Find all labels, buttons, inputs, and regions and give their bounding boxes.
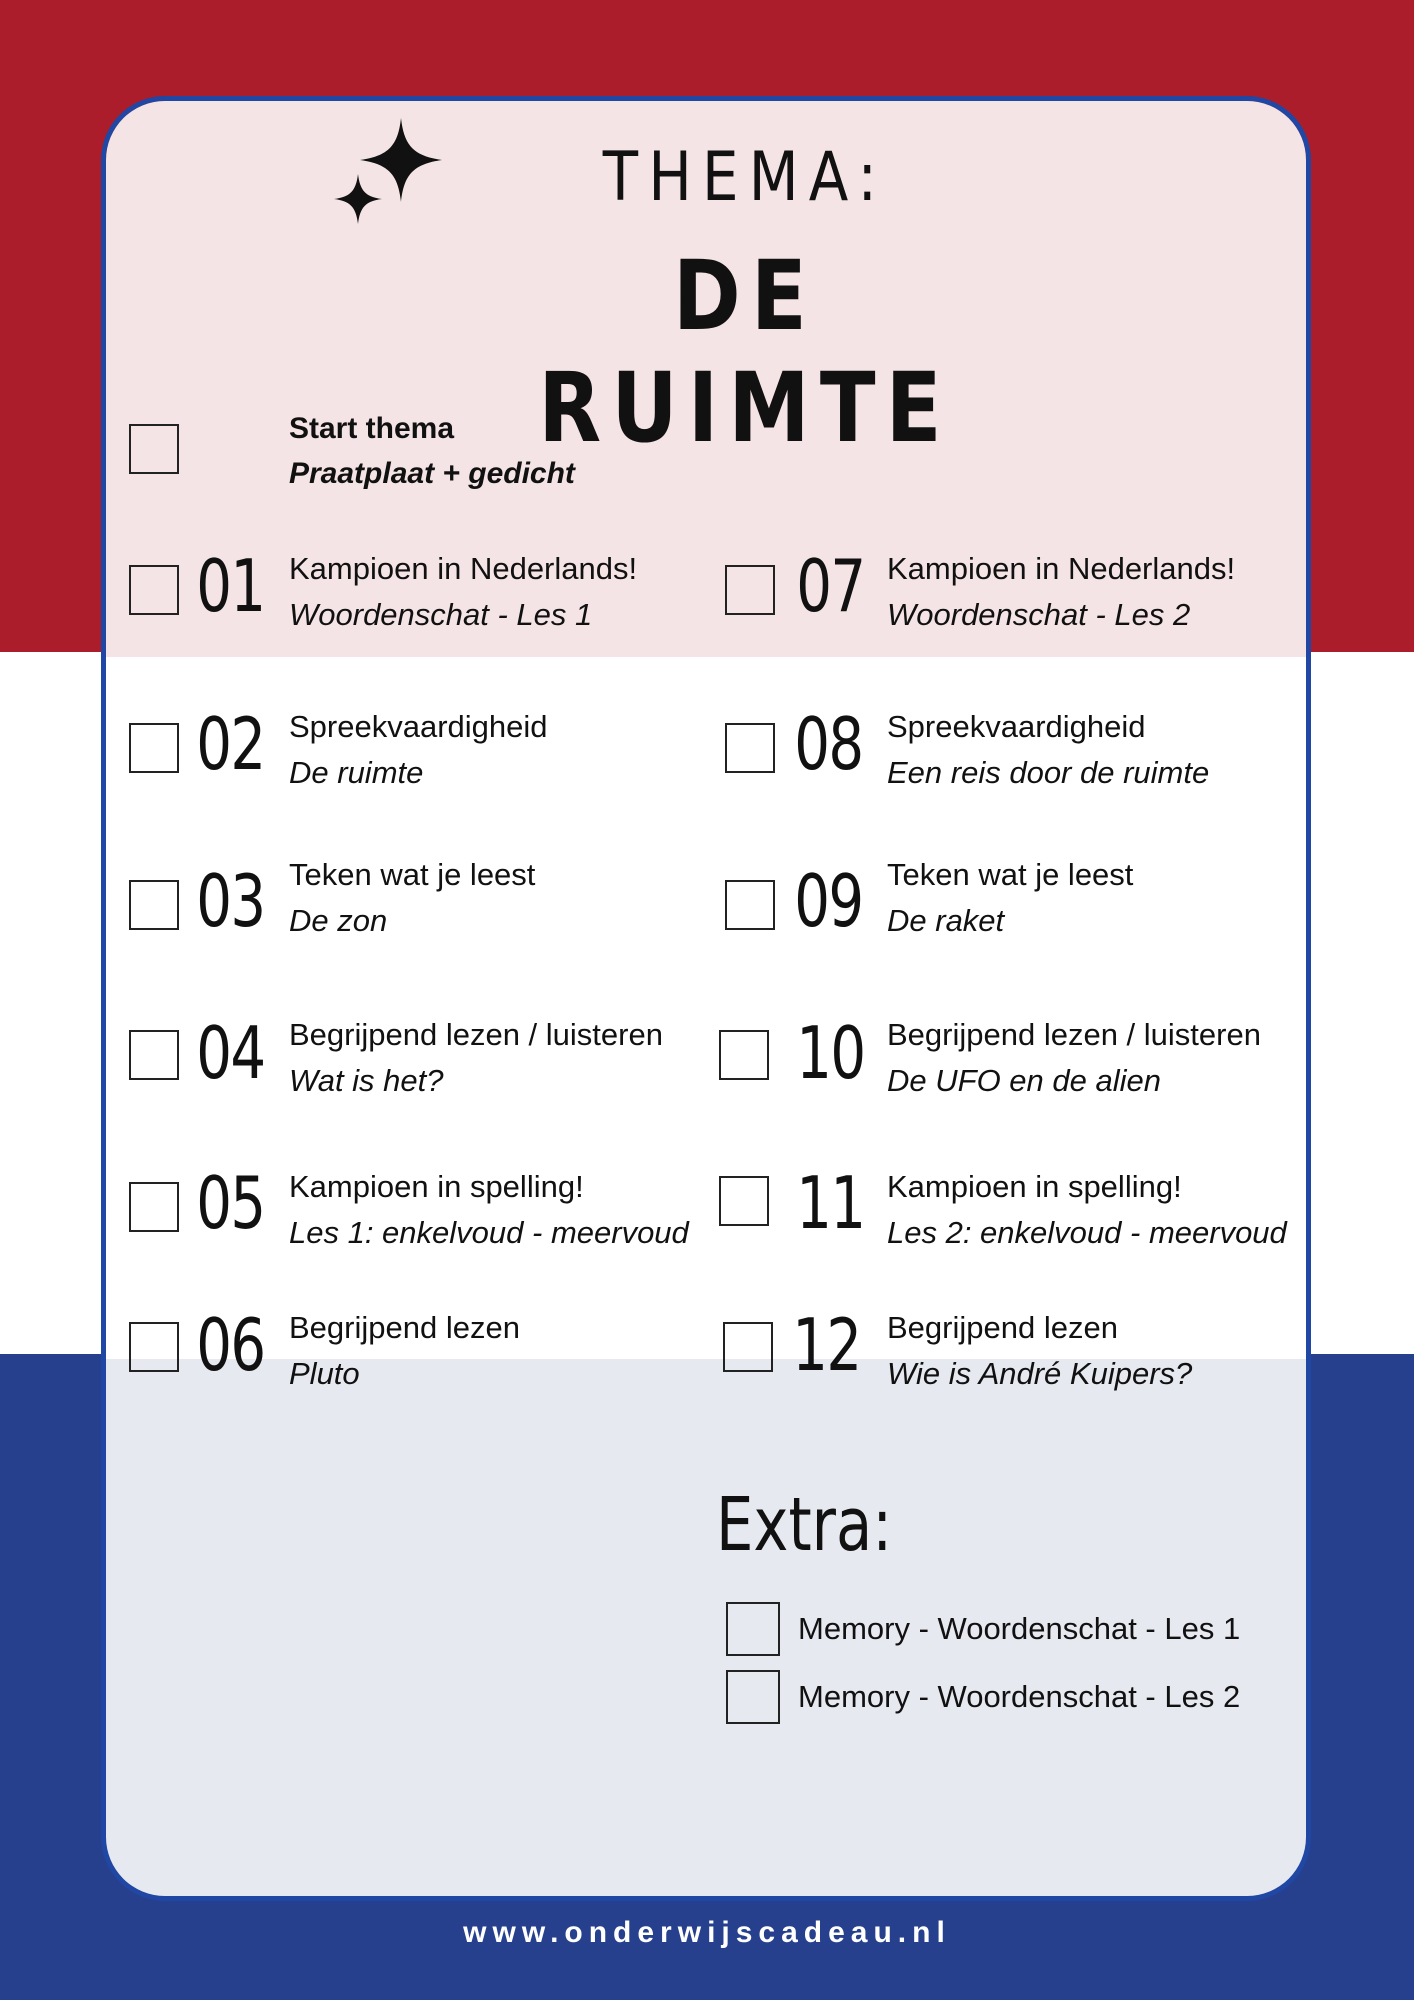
lesson-subtitle-07: Woordenschat - Les 2 [887,597,1191,632]
lesson-number-10: 10 [796,1011,865,1095]
theme-label: THEMA: [602,138,888,217]
lesson-subtitle-12: Wie is André Kuipers? [887,1356,1193,1391]
checkbox-lesson-01[interactable] [129,565,179,615]
lesson-subtitle-06: Pluto [289,1356,360,1391]
checkbox-extra-1[interactable] [726,1602,780,1656]
checkbox-lesson-02[interactable] [129,723,179,773]
sparkle-stars-icon [326,116,446,236]
lesson-title-05: Kampioen in spelling! [289,1169,584,1204]
checkbox-start-theme[interactable] [129,424,179,474]
lesson-subtitle-04: Wat is het? [289,1063,444,1098]
extra-item-1: Memory - Woordenschat - Les 1 [798,1611,1241,1646]
lesson-subtitle-10: De UFO en de alien [887,1063,1161,1098]
checkbox-lesson-10[interactable] [719,1030,769,1080]
theme-title: DE RUIMTE [538,240,952,464]
lesson-number-04: 04 [196,1011,265,1095]
lesson-number-09: 09 [794,859,863,943]
start-theme-sublabel: Praatplaat + gedicht [289,457,575,490]
lesson-title-07: Kampioen in Nederlands! [887,551,1236,586]
lesson-title-11: Kampioen in spelling! [887,1169,1182,1204]
lesson-title-10: Begrijpend lezen / luisteren [887,1017,1261,1052]
checkbox-lesson-12[interactable] [723,1322,773,1372]
checkbox-lesson-04[interactable] [129,1030,179,1080]
lesson-number-08: 08 [794,702,863,786]
lesson-title-02: Spreekvaardigheid [289,709,548,744]
lesson-number-02: 02 [196,702,265,786]
lesson-subtitle-01: Woordenschat - Les 1 [289,597,593,632]
lesson-subtitle-02: De ruimte [289,755,424,790]
checkbox-lesson-08[interactable] [725,723,775,773]
extra-heading: Extra: [716,1482,893,1568]
lesson-title-04: Begrijpend lezen / luisteren [289,1017,663,1052]
lesson-title-01: Kampioen in Nederlands! [289,551,638,586]
lesson-subtitle-03: De zon [289,903,388,938]
lesson-subtitle-05: Les 1: enkelvoud - meervoud [289,1215,689,1250]
lesson-title-09: Teken wat je leest [887,857,1134,892]
lesson-subtitle-08: Een reis door de ruimte [887,755,1210,790]
lesson-number-11: 11 [796,1161,865,1245]
checkbox-lesson-11[interactable] [719,1176,769,1226]
lesson-title-08: Spreekvaardigheid [887,709,1146,744]
lesson-title-12: Begrijpend lezen [887,1310,1118,1345]
lesson-number-05: 05 [196,1161,265,1245]
lesson-number-01: 01 [196,544,265,628]
lesson-title-03: Teken wat je leest [289,857,536,892]
extra-item-2: Memory - Woordenschat - Les 2 [798,1679,1241,1714]
checkbox-lesson-09[interactable] [725,880,775,930]
footer-url: www.onderwijscadeau.nl [463,1916,951,1949]
lesson-number-07: 07 [796,544,865,628]
lesson-number-03: 03 [196,859,265,943]
checkbox-lesson-06[interactable] [129,1322,179,1372]
lesson-number-06: 06 [196,1303,265,1387]
lesson-subtitle-09: De raket [887,903,1005,938]
start-theme-label: Start thema [289,412,455,445]
lesson-subtitle-11: Les 2: enkelvoud - meervoud [887,1215,1287,1250]
checkbox-lesson-03[interactable] [129,880,179,930]
checkbox-lesson-07[interactable] [725,565,775,615]
checkbox-lesson-05[interactable] [129,1182,179,1232]
lesson-title-06: Begrijpend lezen [289,1310,520,1345]
checkbox-extra-2[interactable] [726,1670,780,1724]
lesson-number-12: 12 [792,1303,861,1387]
